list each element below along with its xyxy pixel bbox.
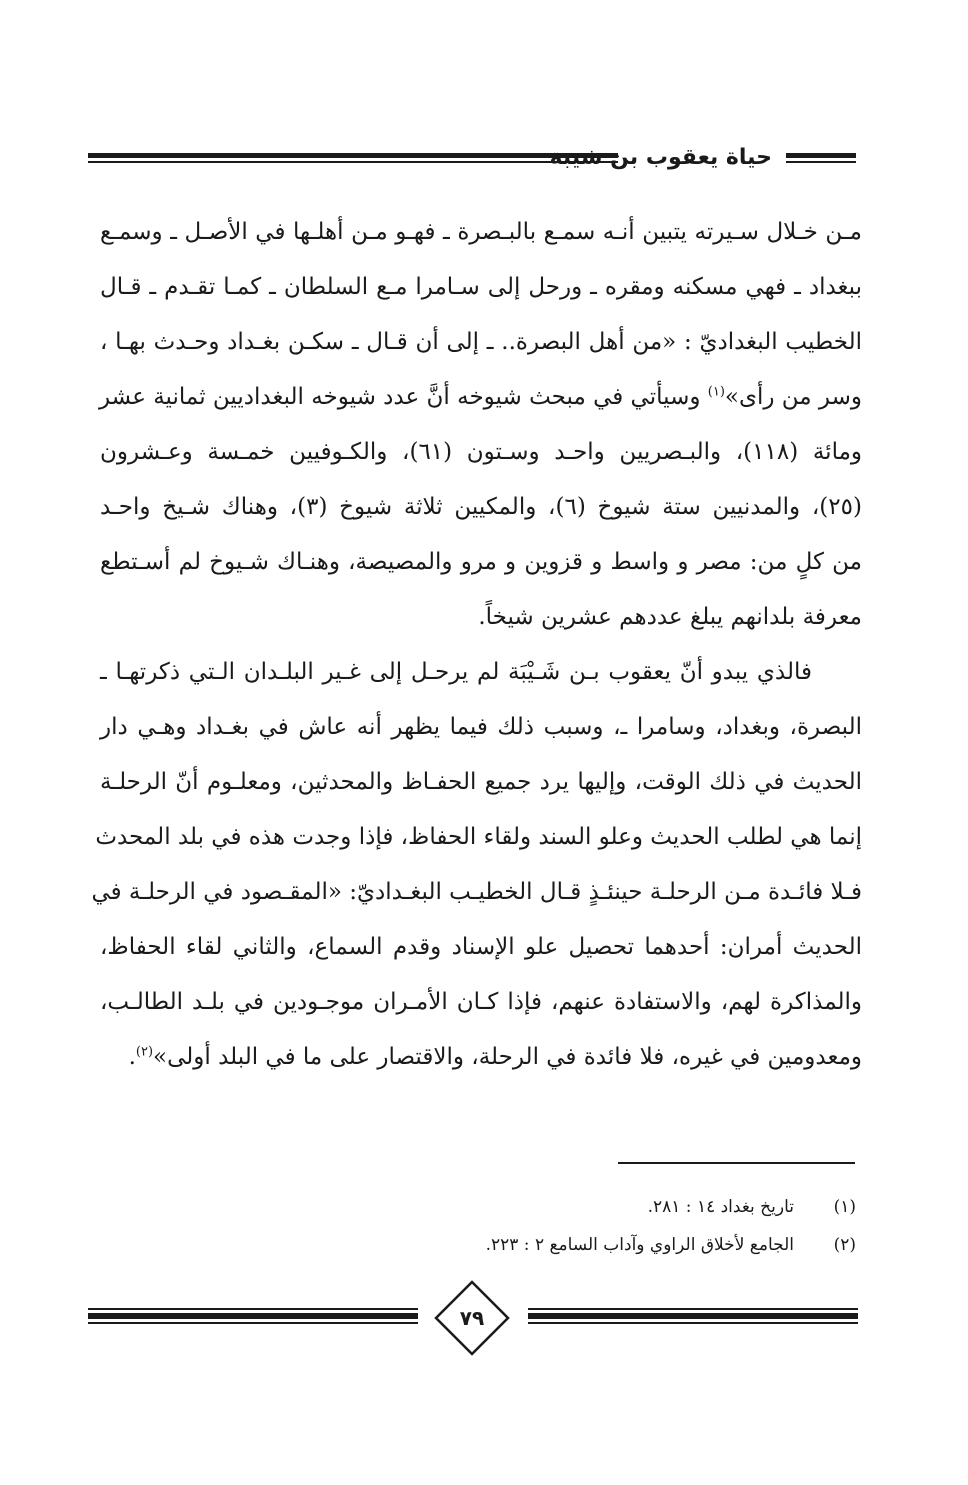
text-line: (٢٥)، والمدنيين ستة شيوخ (٦)، والمكيين ثلاثة شيوخ (٣)، وهناك شـيخ واحـد [100, 494, 862, 520]
text-line [100, 370, 862, 425]
footnotes [256, 1188, 856, 1264]
footnote-separator [618, 1162, 855, 1164]
text-line: البصرة، وبغداد، وسامرا ـ، وسبب ذلك فيما يظهر أنه عاش في بغـداد وهـي دار [100, 714, 862, 740]
footnote-item [256, 1188, 856, 1226]
text-line: الحديث أمران: أحدهما تحصيل علو الإسناد وقدم السماع، والثاني لقاء الحفاظ، [100, 934, 862, 960]
header-rule-left [88, 150, 618, 166]
text-segment: ومعدومين في غيره، فلا فائدة في الرحلة، والاقتصار على ما في البلد أولى» [153, 1044, 862, 1070]
text-line: والمذاكرة لهم، والاستفادة عنهم، فإذا كـان الأمـران موجـودين في بلـد الطالـب، [100, 989, 862, 1015]
text-segment: . [128, 1044, 136, 1070]
footnote-item [256, 1226, 856, 1264]
footnote-number: (١) [833, 1197, 856, 1217]
text-line: ومائة (١١٨)، والبـصريين واحـد وسـتون (٦١)، والكـوفيين خمـسة وعـشرون [100, 439, 863, 465]
text-line: من كلٍ من: مصر و واسط و قزوين و مرو والمصيصة، وهنـاك شـيوخ لم أسـتطع [100, 549, 862, 575]
text-line: فـلا فائـدة مـن الرحلـة حينئـذٍ قـال الخطيـب البغـداديّ: «المقـصود في الرحلـة في [91, 879, 862, 905]
footnote-text: الجامع لأخلاق الراوي وآداب السامع ٢ : ٢٢٣. [485, 1235, 794, 1255]
main-text [91, 205, 863, 1085]
page-footer [88, 1280, 858, 1360]
running-header [88, 140, 856, 176]
note-ref-2: (٢) [135, 1044, 154, 1060]
text-segment: وسيأتي في مبحث شيوخه أنَّ عدد شيوخه البغداديين ثمانية عشر [98, 384, 708, 410]
text-line: الحديث في ذلك الوقت، وإليها يرد جميع الحفـاظ والمحدثين، ومعلـوم أنّ الرحلـة [100, 769, 862, 795]
footnote-number: (٢) [833, 1235, 856, 1255]
text-line: فالذي يبدو أنّ يعقوب بـن شَـيْبَة لم يرحـل إلى غـير البلـدان الـتي ذكرتهـا ـ [100, 659, 812, 685]
page-number: ٧٩ [459, 1306, 485, 1330]
note-ref-1: (١) [707, 384, 725, 400]
header-rule-right [786, 150, 856, 166]
text-line: إنما هي لطلب الحديث وعلو السند ولقاء الحفاظ، فإذا وجدت هذه في بلد المحدث [95, 824, 862, 850]
text-line: الخطيب البغداديّ : «من أهل البصرة.. ـ إلى أن قـال ـ سكـن بغـداد وحـدث بهـا ، [100, 329, 862, 355]
text-line: مـن خـلال سـيرته يتبين أنـه سمـع بالبـصرة ـ فهـو مـن أهلـها في الأصـل ـ وسمـع [100, 219, 862, 245]
text-segment: وسر من رأى» [724, 384, 862, 410]
running-title: حياة يعقوب بن شيبة [549, 145, 772, 170]
footer-rule-right [528, 1304, 858, 1324]
footnote-text: تاريخ بغداد ١٤ : ٢٨١. [647, 1197, 794, 1217]
text-line: ببغداد ـ فهي مسكنه ومقره ـ ورحل إلى سـامرا مـع السلطان ـ كمـا تقـدم ـ قـال [100, 274, 862, 300]
text-line [100, 1030, 862, 1085]
footer-rule-left [88, 1304, 418, 1324]
text-line: معرفة بلدانهم يبلغ عددهم عشرين شيخاً. [478, 604, 862, 630]
